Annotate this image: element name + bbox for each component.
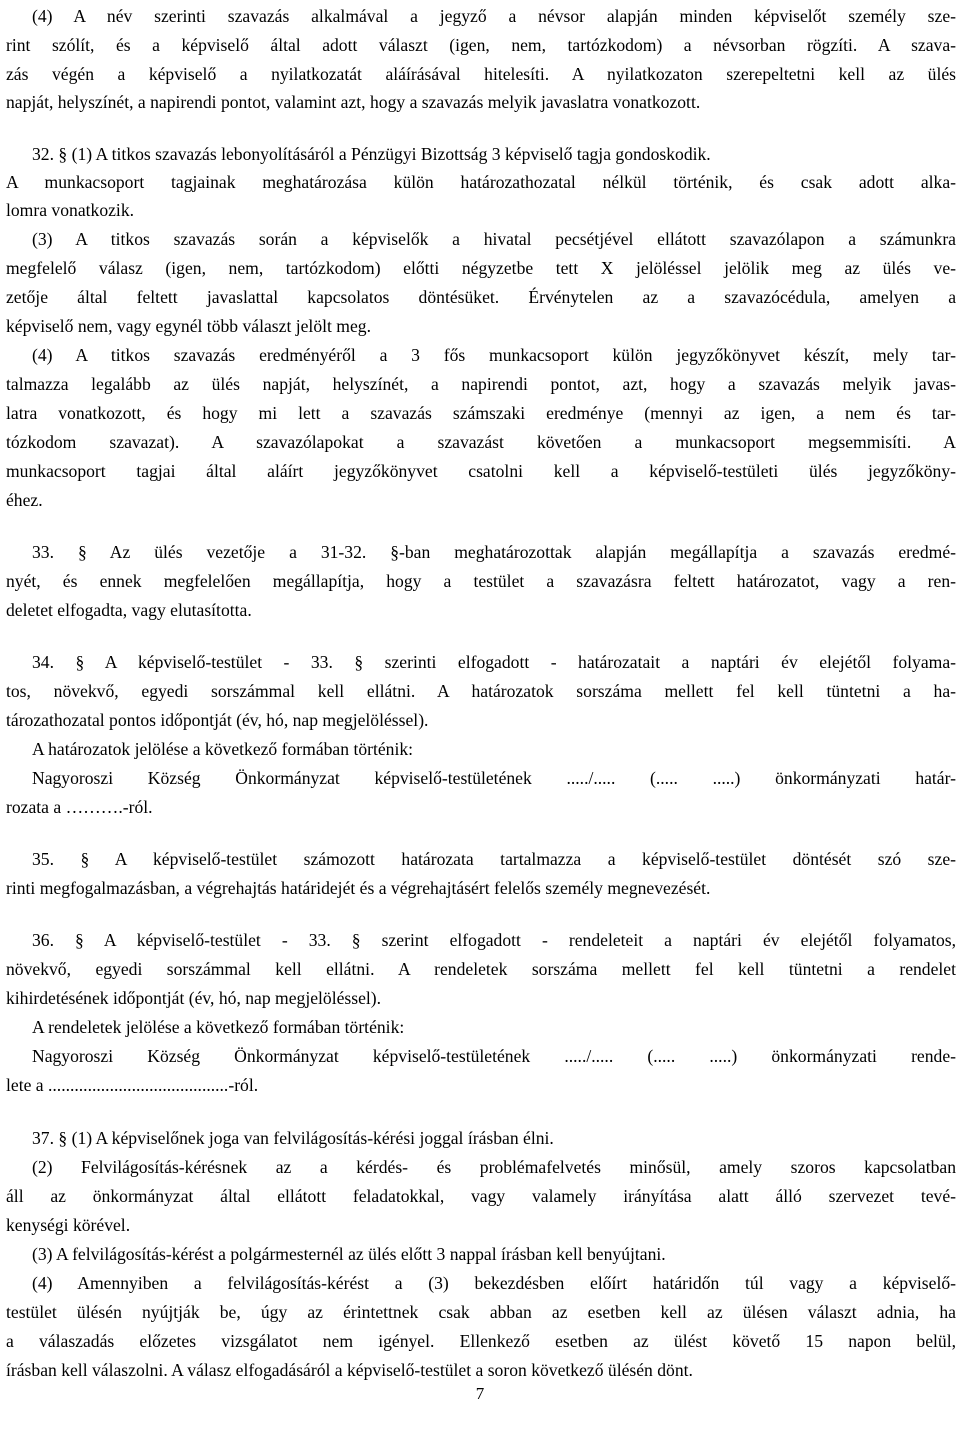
text-line: kihirdetésének időpontját (év, hó, nap megjelöléssel). <box>6 988 382 1008</box>
text-line: Nagyoroszi Község Önkormányzat képviselő-testületének ...../..... (..... .....) önkormányzati határ- <box>32 768 956 788</box>
text-line: nyét, és ennek megfelelően megállapítja, hogy a testület a szavazásra feltett határozatot, vagy a ren- <box>6 571 956 591</box>
text-line: rinti megfogalmazásban, a végrehajtás határidejét és a végrehajtásért felelős személy megnevezését. <box>6 878 711 898</box>
text-line: 32. § (1) A titkos szavazás lebonyolításáról a Pénzügyi Bizottság 3 képviselő tagja gondoskodik. <box>32 144 711 164</box>
text-line: 33. § Az ülés vezetője a 31-32. §-ban meghatározottak alapján megállapítja a szavazás eredmé- <box>32 542 956 562</box>
text-line: A határozatok jelölése a következő formában történik: <box>32 739 414 759</box>
text-line: tos, növekvő, egyedi sorszámmal kell ellátni. A határozatok sorszáma mellett fel kell tüntetni a ha- <box>6 681 956 701</box>
text-line: deletet elfogadta, vagy elutasította. <box>6 600 252 620</box>
text-line: 34. § A képviselő-testület - 33. § szerinti elfogadott - határozatait a naptári év elejétől folyama- <box>32 652 956 672</box>
text-line: képviselő nem, vagy egynél több választ jelölt meg. <box>6 316 371 336</box>
text-line: A rendeletek jelölése a következő formában történik: <box>32 1017 405 1037</box>
text-line: 36. § A képviselő-testület - 33. § szerint elfogadott - rendeleteit a naptári év elejétől folyamatos, <box>32 930 956 950</box>
text-line: Nagyoroszi Község Önkormányzat képviselő-testületének ...../..... (..... .....) önkormányzati rende- <box>32 1046 956 1066</box>
text-line: áll az önkormányzat által ellátott feladatokkal, vagy valamely irányítása alatt álló szervezet tevé- <box>6 1186 956 1206</box>
text-line: a válaszadás előzetes vizsgálatot nem igényel. Ellenkező esetben az ülést követő 15 napon belül, <box>6 1331 956 1351</box>
text-line: munkacsoport tagjai által aláírt jegyzőkönyvet csatolni kell a képviselő-testületi ülés jegyzőköny- <box>6 461 956 481</box>
text-line: tózkodom szavazat). A szavazólapokat a szavazást követően a munkacsoport megsemmisíti. A <box>6 432 956 452</box>
text-line: talmazza legalább az ülés napját, helyszínét, a napirendi pontot, azt, hogy a szavazás melyik javas- <box>6 374 956 394</box>
text-line: (3) A felvilágosítás-kérést a polgármesternél az ülés előtt 3 nappal írásban kell benyújtani. <box>32 1244 666 1264</box>
text-line: zetője által feltett javaslattal kapcsolatos döntésüket. Érvénytelen az a szavazócédula, amelyen a <box>6 287 956 307</box>
text-line: növekvő, egyedi sorszámmal kell ellátni. A rendeletek sorszáma mellett fel kell tüntetni a rendelet <box>6 959 956 979</box>
text-line: 37. § (1) A képviselőnek joga van felvilágosítás-kérési joggal írásban élni. <box>32 1128 554 1148</box>
text-line: 35. § A képviselő-testület számozott határozata tartalmazza a képviselő-testület döntését szó sze- <box>32 849 956 869</box>
text-line: kenységi körével. <box>6 1215 131 1235</box>
text-line: latra vonatkozott, és hogy mi lett a szavazás számszaki eredménye (mennyi az igen, a nem és tar- <box>6 403 956 423</box>
text-line: (3) A titkos szavazás során a képviselők a hivatal pecsétjével ellátott szavazólapon a számunkra <box>32 229 956 249</box>
text-line: zás végén a képviselő a nyilatkozatát aláírásával hitelesíti. A nyilatkozaton szerepeltetni kell az ülés <box>6 64 956 84</box>
text-line: A munkacsoport tagjainak meghatározása külön határozathozatal nélkül történik, és csak adott alka- <box>6 172 956 192</box>
text-line: lomra vonatkozik. <box>6 200 135 220</box>
text-line: testület ülésén nyújtják be, úgy az érintettnek csak abban az esetben kell az ülésen választ adnia, ha <box>6 1302 956 1322</box>
text-line: rozata a ……….-ról. <box>6 797 153 817</box>
text-line: (4) A név szerinti szavazás alkalmával a jegyző a névsor alapján minden képviselőt személy sze- <box>32 6 956 26</box>
text-line: éhez. <box>6 490 43 510</box>
text-line: megfelelő válasz (igen, nem, tartózkodom) előtti négyzetbe tett X jelöléssel jelölik meg az ülés ve- <box>6 258 956 278</box>
text-line: rint szólít, és a képviselő által adott választ (igen, nem, tartózkodom) a névsorban rögzíti. A szava- <box>6 35 956 55</box>
text-line: lete a .........................................-ról. <box>6 1075 259 1095</box>
text-line: tározathozatal pontos időpontját (év, hó, nap megjelöléssel). <box>6 710 429 730</box>
page-number: 7 <box>475 1384 485 1403</box>
text-line: (2) Felvilágosítás-kérésnek az a kérdés- és problémafelvetés minősül, amely szoros kapcsolatban <box>32 1157 956 1177</box>
text-line: (4) A titkos szavazás eredményéről a 3 fős munkacsoport külön jegyzőkönyvet készít, mely tar- <box>32 345 956 365</box>
text-line: (4) Amennyiben a felvilágosítás-kérést a (3) bekezdésben előírt határidőn túl vagy a képviselő- <box>32 1273 956 1293</box>
text-line: írásban kell válaszolni. A válasz elfogadásáról a képviselő-testület a soron következő ülésén dönt. <box>6 1360 693 1380</box>
text-line: napját, helyszínét, a napirendi pontot, valamint azt, hogy a szavazás melyik javaslatra vonatkozott. <box>6 92 701 112</box>
